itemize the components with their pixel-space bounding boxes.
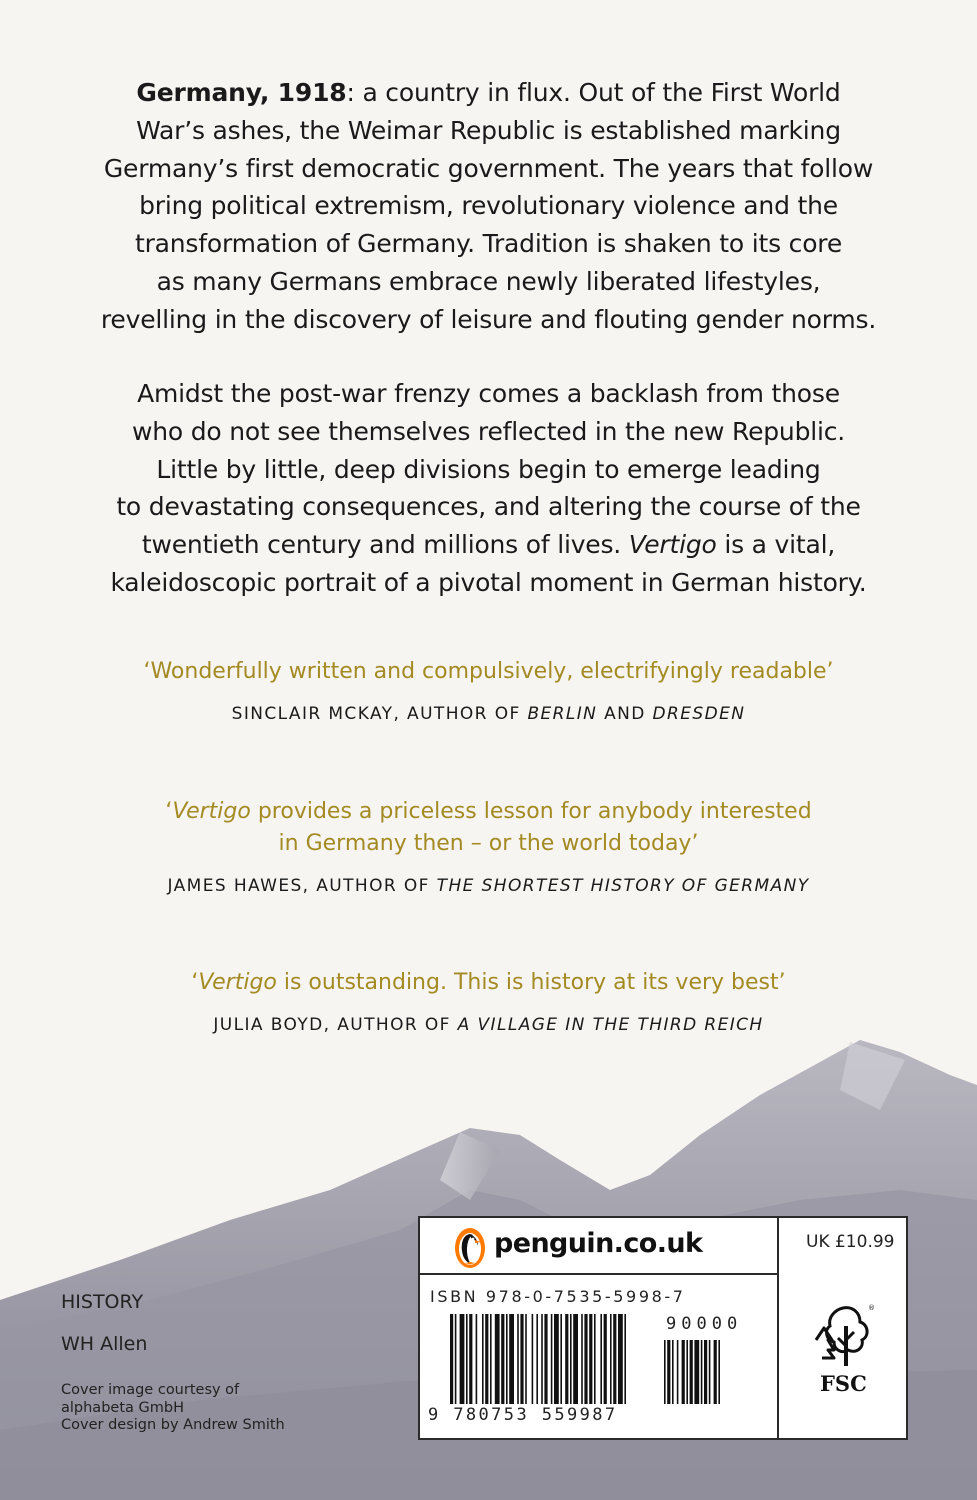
barcode-bar (618, 1314, 623, 1404)
review-quote-3 (100, 967, 877, 999)
attribution-text: AND (597, 704, 653, 724)
quote-text: in Germany then – or the world today’ (278, 831, 699, 856)
quote-attribution-1 (60, 702, 917, 726)
barcode-bar (613, 1314, 616, 1404)
attribution-text: JAMES HAWES, AUTHOR OF (167, 876, 437, 896)
website-url: penguin.co.uk (494, 1228, 703, 1259)
credit-line: Cover image courtesy of (61, 1382, 240, 1398)
barcode-bar (686, 1340, 688, 1404)
barcode-bar (667, 1340, 670, 1404)
barcode-bar (589, 1314, 592, 1404)
barcode-bar (554, 1314, 559, 1404)
credit-line: Cover design by Andrew Smith (61, 1417, 285, 1433)
blurb-opening-bold: Germany, 1918 (136, 78, 347, 107)
blurb-line: as many Germans embrace newly liberated lifestyles, (156, 266, 821, 296)
blurb-line: revelling in the discovery of leisure and flouting gender norms. (100, 304, 877, 334)
attribution-book-title: BERLIN (527, 704, 598, 724)
blurb-line: Little by little, deep divisions begin to emerge leading (156, 454, 821, 484)
barcode-bar (690, 1340, 693, 1404)
barcode-bar (682, 1340, 685, 1404)
barcode-bar (536, 1314, 538, 1404)
attribution-text: JULIA BOYD, AUTHOR OF (213, 1015, 458, 1035)
barcode-bar (551, 1314, 553, 1404)
barcode-bar (506, 1314, 508, 1404)
barcode-bar (694, 1340, 699, 1404)
book-title-italic: Vertigo (172, 799, 251, 824)
svg-text:®: ® (868, 1304, 875, 1312)
blurb-line: transformation of Germany. Tradition is shaken to its core (134, 229, 843, 259)
review-quote-2 (100, 796, 877, 860)
review-quote-1 (100, 656, 877, 688)
blurb-line: Amidst the post-war frenzy comes a backlash from those (137, 379, 840, 408)
barcode-bar (482, 1314, 484, 1404)
blurb-line: kaleidoscopic portrait of a pivotal moment in German history. (110, 567, 867, 597)
barcode-bar (704, 1340, 707, 1404)
barcode-bar (460, 1314, 465, 1404)
blurb-line: Germany’s first democratic government. The years that follow (103, 153, 874, 183)
barcode-bar (509, 1314, 514, 1404)
barcode-bar (701, 1340, 703, 1404)
barcode-bar (495, 1314, 500, 1404)
book-title-italic: Vertigo (198, 970, 277, 995)
barcode-bar (466, 1314, 468, 1404)
blurb-line: to devastating consequences, and altering the course of the (116, 492, 861, 522)
quote-text: is outstanding. This is history at its very best’ (276, 970, 786, 995)
barcode-bar (664, 1340, 666, 1404)
divider (777, 1218, 779, 1438)
credit-line: alphabeta GmbH (61, 1399, 184, 1416)
quote-attribution-2 (60, 874, 917, 898)
barcode-bar (610, 1314, 612, 1404)
barcode-bar (709, 1340, 711, 1404)
barcode-bar (565, 1314, 568, 1404)
barcode-bar (517, 1314, 519, 1404)
isbn-number: ISBN 978-0-7535-5998-7 (430, 1287, 686, 1306)
barcode-bar (600, 1314, 602, 1404)
blurb-line: who do not see themselves reflected in the new Republic. (131, 416, 846, 446)
blurb-line: : a country in flux. Out of the First World (346, 78, 841, 107)
barcode-bar (450, 1314, 453, 1404)
attribution-book-title: A VILLAGE IN THE THIRD REICH (457, 1015, 764, 1035)
quote-text: provides a priceless lesson for anybody interested (250, 799, 812, 824)
barcode-bar (490, 1314, 492, 1404)
blurb-line: twentieth century and millions of lives. (141, 530, 629, 560)
barcode-bar (718, 1340, 720, 1404)
quote-attribution-3 (60, 1013, 917, 1037)
barcode-bar (541, 1314, 543, 1404)
barcode-bar (455, 1314, 457, 1404)
blurb-line: is a vital, (716, 530, 836, 560)
barcode-digits: 9 780753 559987 (428, 1405, 618, 1425)
barcode-bar (672, 1340, 674, 1404)
barcode-bar (560, 1314, 562, 1404)
quote-mark: ‘ (165, 799, 173, 824)
barcode-bar (520, 1314, 523, 1404)
blurb-paragraph-2 (60, 375, 917, 602)
retail-info-box (418, 1216, 908, 1440)
attribution-book-title: THE SHORTEST HISTORY OF GERMANY (436, 876, 810, 896)
publisher-label: WH Allen (61, 1333, 148, 1355)
cover-credits (61, 1382, 285, 1435)
divider (420, 1273, 777, 1275)
category-label: HISTORY (61, 1291, 144, 1313)
barcode-bar (604, 1314, 607, 1404)
barcode-bar (476, 1314, 478, 1404)
barcode-bar (581, 1314, 583, 1404)
blurb-paragraph-1 (60, 74, 917, 339)
barcode-bar (624, 1314, 626, 1404)
quote-text: ‘Wonderfully written and compulsively, electrifyingly readable’ (143, 659, 834, 684)
barcode-bar (677, 1340, 679, 1404)
barcode-bar (570, 1314, 572, 1404)
barcode-bar (584, 1314, 587, 1404)
barcode-bar (573, 1314, 578, 1404)
barcode-bar (594, 1314, 596, 1404)
attribution-text: SINCLAIR MCKAY, AUTHOR OF (231, 704, 528, 724)
blurb-line: bring political extremism, revolutionary violence and the (139, 191, 838, 221)
barcode-bar (485, 1314, 488, 1404)
quote-mark: ‘ (191, 970, 199, 995)
fsc-tree-logo-icon (808, 1300, 878, 1372)
barcode-bar (501, 1314, 504, 1404)
attribution-book-title: DRESDEN (652, 704, 746, 724)
barcode-bar (469, 1314, 472, 1404)
barcode-bar (544, 1314, 547, 1404)
barcode-bar (532, 1314, 534, 1404)
book-title-italic: Vertigo (628, 530, 717, 560)
fsc-label: FSC (820, 1371, 867, 1396)
penguin-logo-icon (454, 1227, 486, 1269)
barcode-bar (714, 1340, 717, 1404)
barcode-bar (525, 1314, 527, 1404)
barcode-addon-code: 90000 (666, 1314, 743, 1334)
blurb-line: War’s ashes, the Weimar Republic is established marking (136, 115, 841, 145)
price-label: UK £10.99 (806, 1232, 895, 1252)
